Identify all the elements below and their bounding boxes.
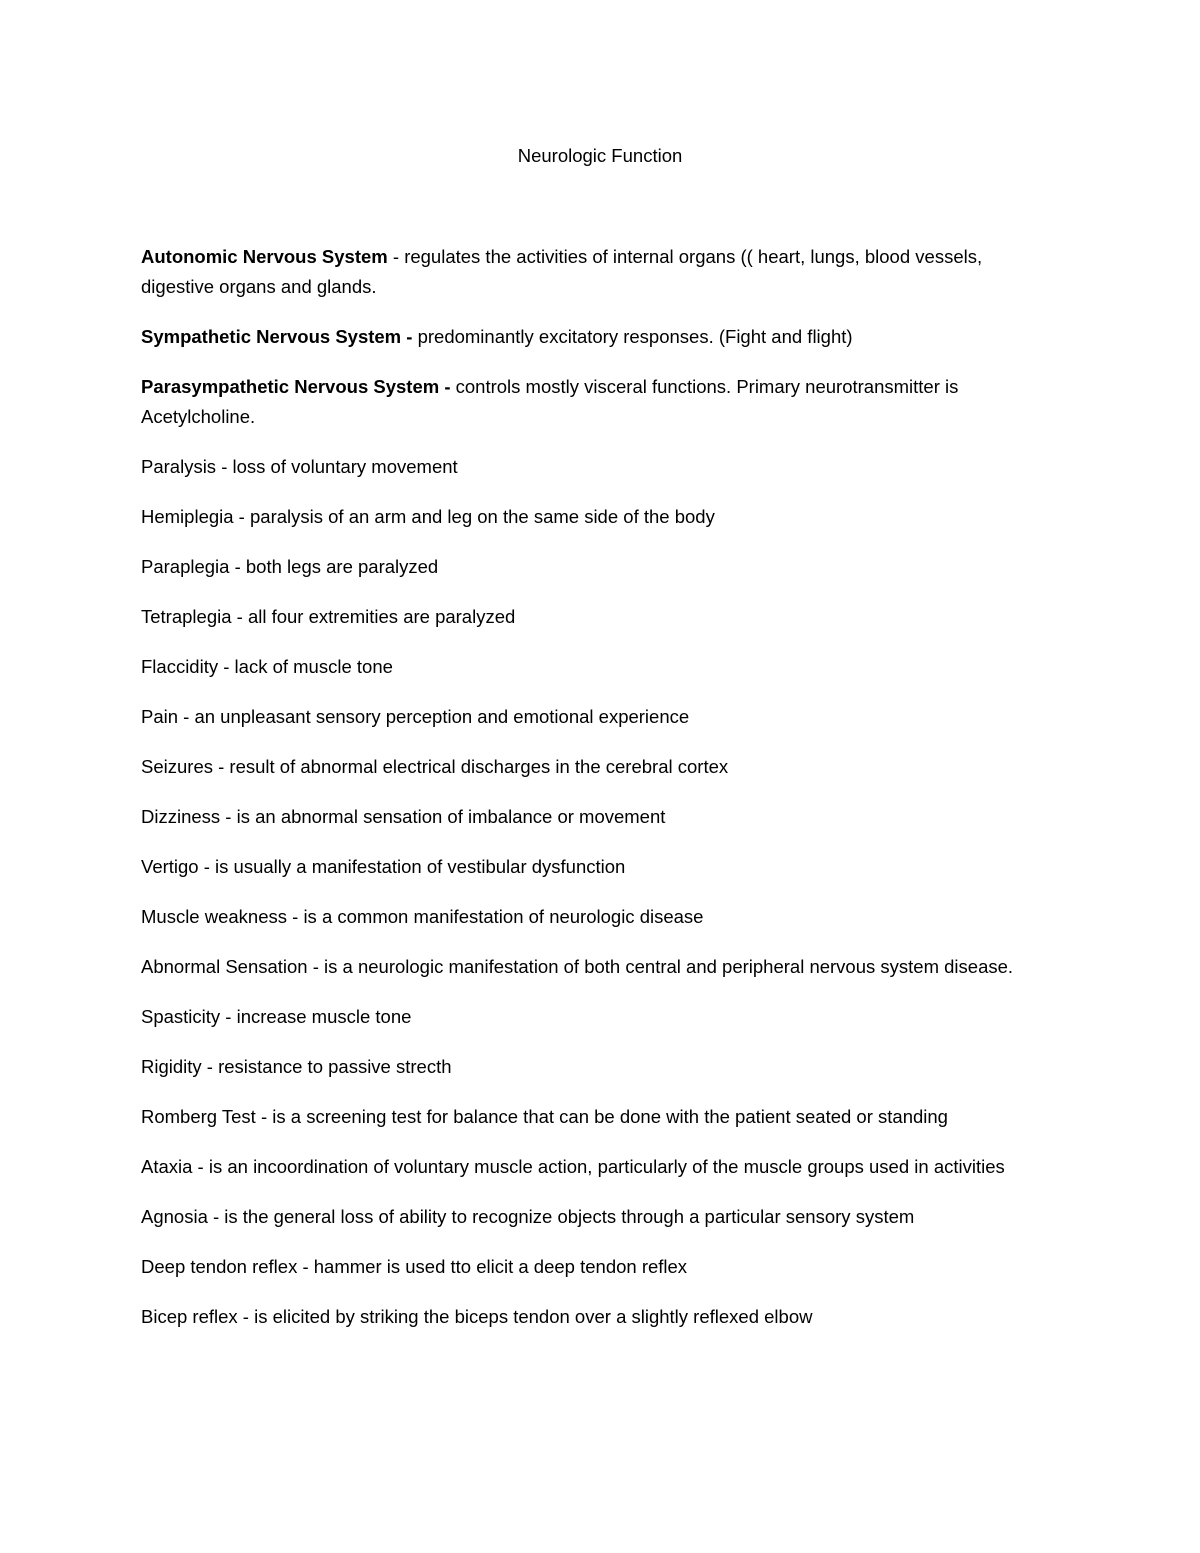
definition-muscle-weakness: Muscle weakness - is a common manifestation of neurologic disease <box>141 906 704 927</box>
definition-spasticity: Spasticity - increase muscle tone <box>141 1006 412 1027</box>
definition-ataxia: Ataxia - is an incoordination of voluntary muscle action, particularly of the muscle groups used in activities <box>141 1156 1005 1177</box>
definition-romberg-test: Romberg Test - is a screening test for balance that can be done with the patient seated or standing <box>141 1106 948 1127</box>
definition-bicep-reflex: Bicep reflex - is elicited by striking the biceps tendon over a slightly reflexed elbow <box>141 1306 813 1327</box>
term-separator: - <box>387 246 405 267</box>
page-title: Neurologic Function <box>517 145 683 166</box>
term-label: Parasympathetic Nervous System - <box>141 376 456 397</box>
definition-sympathetic-nervous-system <box>141 322 1041 352</box>
definition-abnormal-sensation: Abnormal Sensation - is a neurologic manifestation of both central and peripheral nervous system disease. <box>141 956 1014 977</box>
definition-autonomic-nervous-system <box>141 242 1041 302</box>
definition-agnosia: Agnosia - is the general loss of ability to recognize objects through a particular sensory system <box>141 1206 915 1227</box>
definition-rigidity: Rigidity - resistance to passive strecth <box>141 1056 452 1077</box>
definition-paralysis: Paralysis - loss of voluntary movement <box>141 456 458 477</box>
term-label: Autonomic Nervous System <box>141 246 388 267</box>
term-definition: controls mostly visceral functions. Primary neurotransmitter is Acetylcholine. <box>141 376 959 427</box>
definition-pain: Pain - an unpleasant sensory perception and emotional experience <box>141 706 690 727</box>
definition-dizziness: Dizziness - is an abnormal sensation of imbalance or movement <box>141 806 666 827</box>
definition-tetraplegia: Tetraplegia - all four extremities are paralyzed <box>141 606 516 627</box>
definition-deep-tendon-reflex: Deep tendon reflex - hammer is used tto elicit a deep tendon reflex <box>141 1256 688 1277</box>
definition-parasympathetic-nervous-system <box>141 372 1041 432</box>
term-definition: predominantly excitatory responses. (Fight and flight) <box>417 326 853 347</box>
definition-paraplegia: Paraplegia - both legs are paralyzed <box>141 556 439 577</box>
definition-hemiplegia: Hemiplegia - paralysis of an arm and leg on the same side of the body <box>141 506 715 527</box>
definition-flaccidity: Flaccidity - lack of muscle tone <box>141 656 393 677</box>
definition-vertigo: Vertigo - is usually a manifestation of vestibular dysfunction <box>141 856 626 877</box>
document-body <box>141 242 1041 1352</box>
definition-seizures: Seizures - result of abnormal electrical discharges in the cerebral cortex <box>141 756 729 777</box>
term-definition: regulates the activities of internal organs (( heart, lungs, blood vessels, digestive organs and glands. <box>141 246 983 297</box>
term-label: Sympathetic Nervous System - <box>141 326 418 347</box>
